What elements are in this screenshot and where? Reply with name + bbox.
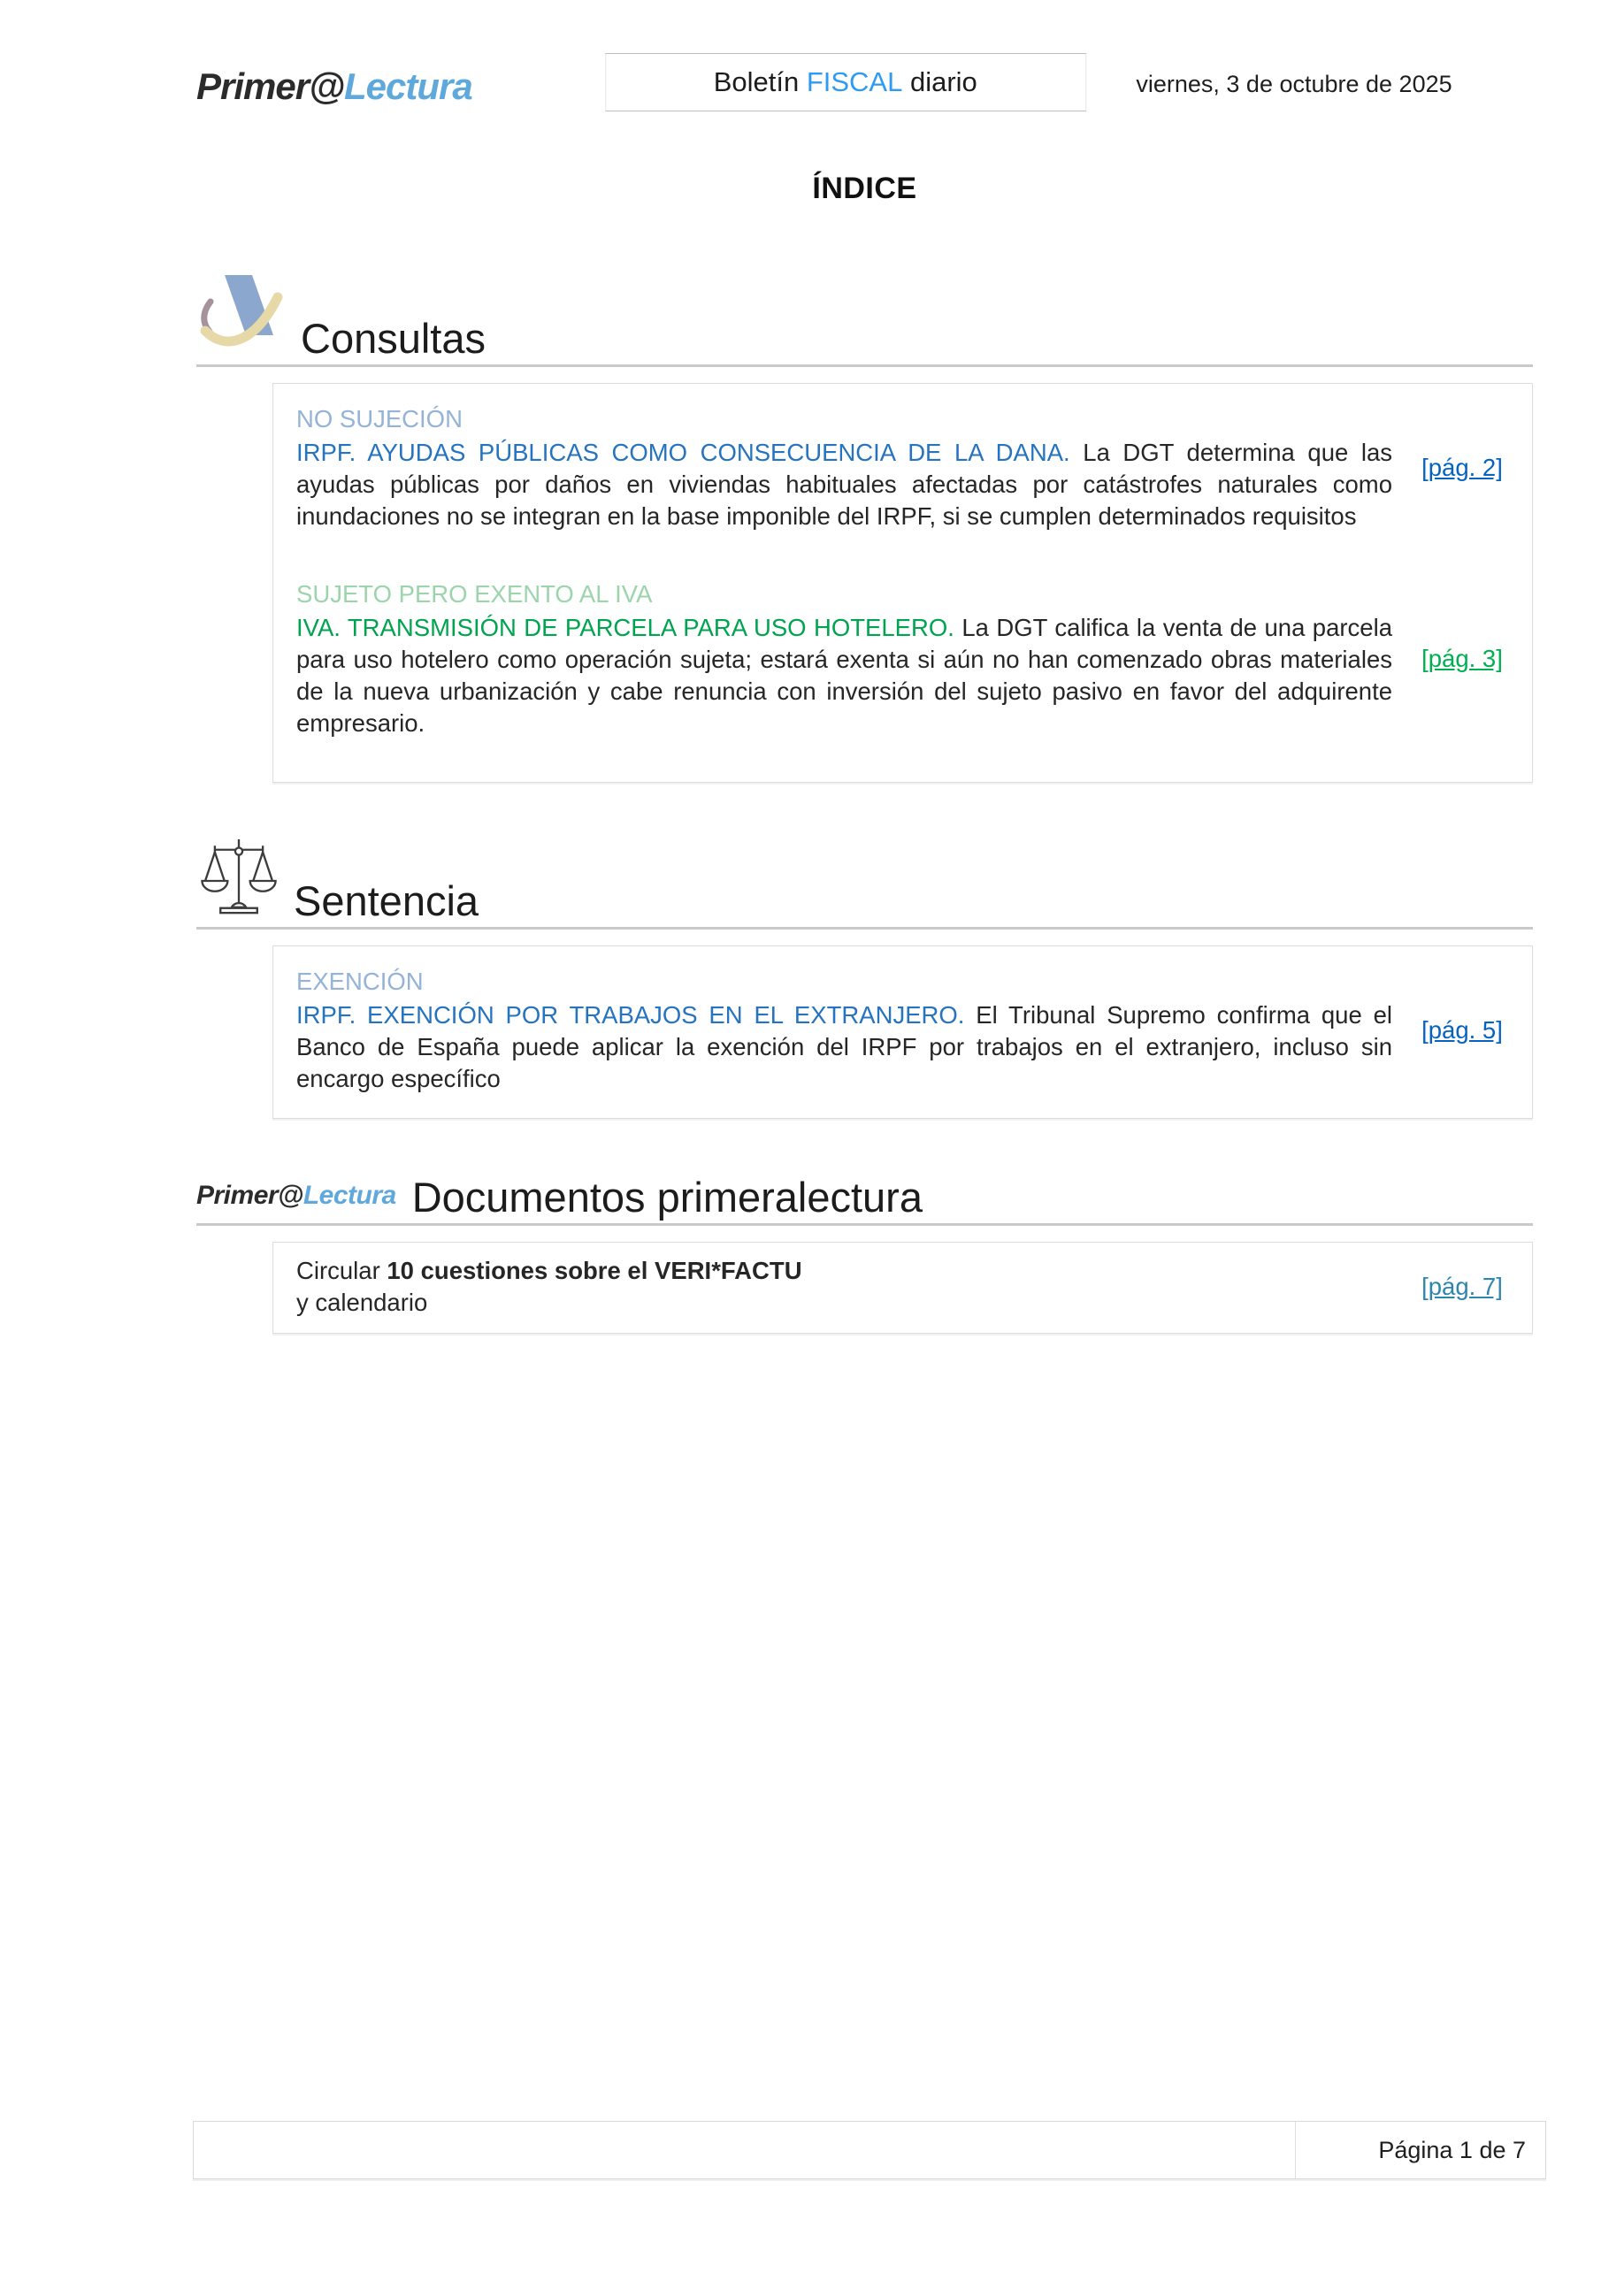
page-link-pag7[interactable]: [pág. 7] <box>1421 1273 1503 1301</box>
section-heading-documentos: Documentos primeralectura <box>411 1174 923 1221</box>
bulletin-title-part1: Boletín <box>713 66 807 97</box>
entry-body: La DGT califica la venta de una parcela para uso hotelero como operación sujeta; estará exenta si aún no han comenzado obras materiales de la nueva urbanización y cabe renuncia con inversión del sujeto pasivo en favor del adquirente empresario. <box>296 614 1392 737</box>
entry-label: EXENCIÓN <box>296 968 424 995</box>
section-heading-consultas: Consultas <box>301 314 486 362</box>
index-entry-extranjero <box>273 966 1532 1095</box>
brand-logo-part2: Lectura <box>344 65 472 107</box>
entry-paragraph <box>296 999 1392 1095</box>
primeralectura-logo <box>196 1181 396 1214</box>
index-entry-verifactu <box>273 1255 1532 1319</box>
entry-body: El Tribunal Supremo confirma que el Banco de España puede aplicar la exención del IRPF por trabajos en el extranjero, incluso sin encargo específico <box>296 1001 1392 1092</box>
consultas-entry-box <box>272 383 1533 783</box>
entry-link-column <box>1392 1255 1532 1319</box>
entry-label: NO SUJECIÓN <box>296 405 463 432</box>
issue-date: viernes, 3 de octubre de 2025 <box>1136 71 1452 97</box>
section-divider <box>196 1223 1533 1226</box>
brand-logo-part2: Lectura <box>303 1180 396 1210</box>
section-divider <box>196 927 1533 930</box>
index-entry-dana <box>273 403 1532 532</box>
entry-link-column <box>1392 578 1532 739</box>
scales-icon <box>196 839 281 922</box>
page-link-pag5[interactable]: [pág. 5] <box>1421 1016 1503 1044</box>
brand-logo-part1: Primer@ <box>196 65 345 107</box>
aeat-logo-icon <box>196 272 288 360</box>
brand-logo-part1: Primer@ <box>196 1180 303 1210</box>
page-title: ÍNDICE <box>812 172 917 205</box>
index-entry-hotelero <box>273 578 1532 739</box>
entry-title: IVA. TRANSMISIÓN DE PARCELA PARA USO HOTELERO. <box>296 614 954 641</box>
section-divider <box>196 364 1533 367</box>
entry-link-column <box>1392 966 1532 1095</box>
entry-title: 10 cuestiones sobre el VERI*FACTU <box>387 1257 802 1285</box>
entry-body: La DGT determina que las ayudas públicas por daños en viviendas habituales afectadas por catástrofes naturales como inundaciones no se integran en la base imponible del IRPF, si se cumplen determinados requisitos <box>296 439 1393 530</box>
entry-text <box>273 403 1392 532</box>
entry-text <box>273 578 1392 739</box>
section-head-consultas <box>196 272 1533 360</box>
entry-paragraph <box>296 1255 1392 1287</box>
entry-text <box>273 1255 1392 1319</box>
bulletin-title-part2: diario <box>902 66 977 97</box>
entry-prefix: Circular <box>296 1257 387 1285</box>
page-footer <box>193 2121 1546 2179</box>
page-link-pag3[interactable]: [pág. 3] <box>1421 645 1503 672</box>
entry-line2: y calendario <box>296 1289 428 1317</box>
content-area <box>196 0 1533 1334</box>
page-header <box>196 46 1533 131</box>
entry-title: IRPF. AYUDAS PÚBLICAS COMO CONSECUENCIA DE LA DANA. <box>296 439 1070 466</box>
entry-title: IRPF. EXENCIÓN POR TRABAJOS EN EL EXTRANJERO. <box>296 1001 965 1029</box>
bulletin-title-highlight: FISCAL <box>806 66 903 97</box>
page-indicator: Página 1 de 7 <box>1295 2122 1545 2178</box>
section-head-sentencia <box>196 839 1533 922</box>
bulletin-title-box <box>605 53 1086 111</box>
brand-logo <box>196 65 472 108</box>
sentencia-entry-box <box>272 945 1533 1119</box>
footer-spacer <box>194 2122 1295 2178</box>
entry-paragraph <box>296 612 1392 739</box>
documentos-entry-box <box>272 1242 1533 1334</box>
entry-text <box>273 966 1392 1095</box>
entry-link-column <box>1392 403 1532 532</box>
entry-label: SUJETO PERO EXENTO AL IVA <box>296 580 653 608</box>
section-heading-sentencia: Sentencia <box>294 876 479 924</box>
entry-paragraph <box>296 437 1392 532</box>
section-head-documentos <box>196 1175 1533 1219</box>
page-link-pag2[interactable]: [pág. 2] <box>1421 454 1503 481</box>
